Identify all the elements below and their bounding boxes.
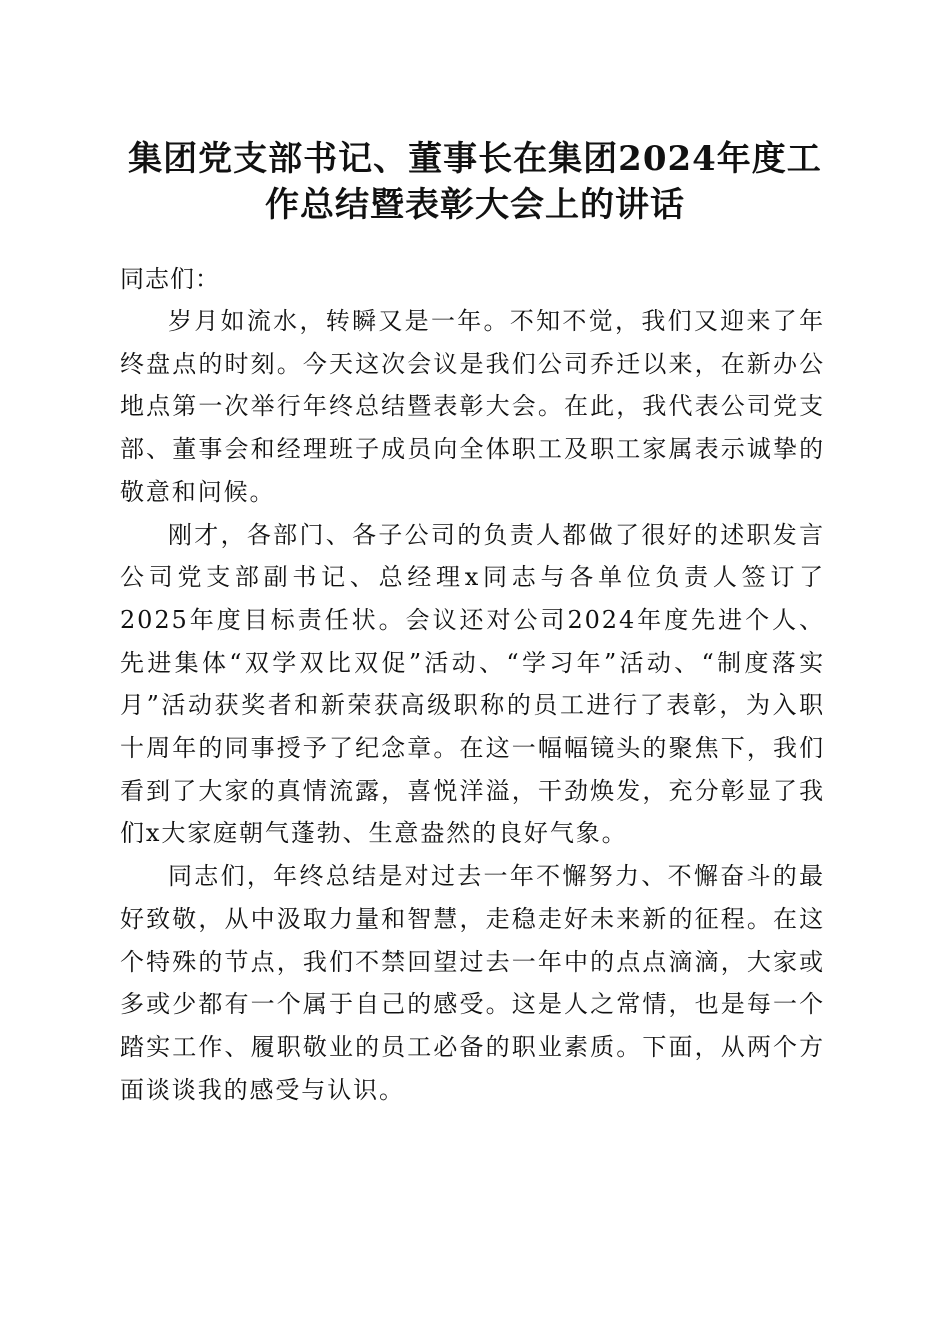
title-line-1: 集团党支部书记、董事长在集团2024年度工 bbox=[128, 139, 822, 179]
paragraph-2: 刚才，各部门、各子公司的负责人都做了很好的述职发言公司党支部副书记、总经理x同志与各单位负责人签订了2025年度目标责任状。会议还对公司2024年度先进个人、先进集体“双学双比双促”活动、“学习年”活动、“制度落实月”活动获奖者和新荣获高级职称的员工进行了表彰，为入职十周年的同事授予了纪念章。在这一幅幅镜头的聚焦下，我们看到了大家的真情流露，喜悦洋溢，干劲焕发，充分彰显了我们x大家庭朝气蓬勃、生意盎然的良好气象。 bbox=[120, 520, 825, 848]
title-line-2: 作总结暨表彰大会上的讲话 bbox=[265, 185, 685, 225]
paragraph-3: 同志们，年终总结是对过去一年不懈努力、不懈奋斗的最好致敬，从中汲取力量和智慧，走稳走好未来新的征程。在这个特殊的节点，我们不禁回望过去一年中的点点滴滴，大家或多或少都有一个属于自己的感受。这是人之常情，也是每一个踏实工作、履职敬业的员工必备的职业素质。下面，从两个方面谈谈我的感受与认识。 bbox=[120, 862, 825, 1104]
paragraph-1: 岁月如流水，转瞬又是一年。不知不觉，我们又迎来了年终盘点的时刻。今天这次会议是我们公司乔迁以来，在新办公地点第一次举行年终总结暨表彰大会。在此，我代表公司党支部、董事会和经理班子成员向全体职工及职工家属表示诚挚的敬意和问候。 bbox=[120, 307, 825, 506]
document-body bbox=[120, 258, 825, 1111]
document-title bbox=[110, 136, 840, 228]
salutation: 同志们： bbox=[120, 265, 220, 293]
